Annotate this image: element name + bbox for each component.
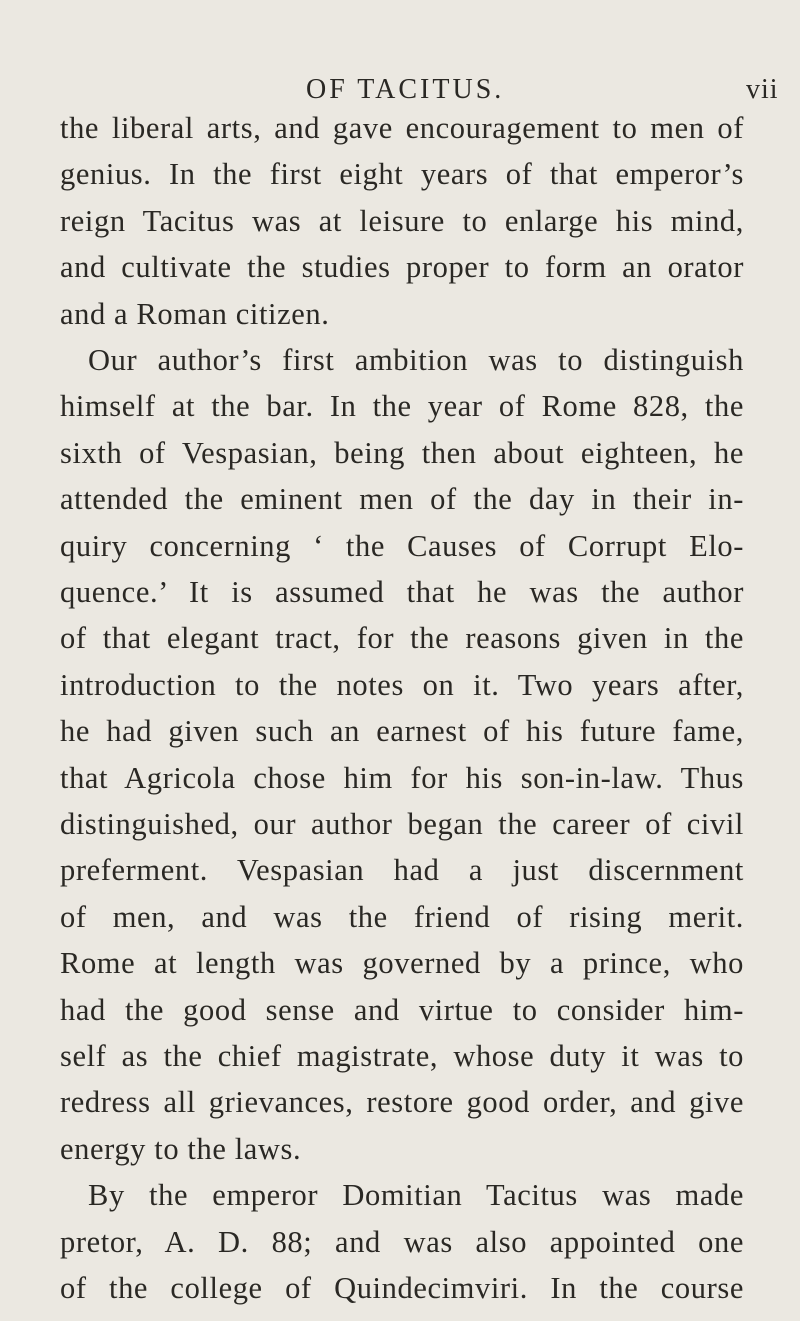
text-line: of men, and was the friend of rising merit. <box>60 900 744 934</box>
text-line: quence.’ It is assumed that he was the author <box>60 575 744 609</box>
text-line: sixth of Vespasian, being then about eighteen, he <box>60 436 744 470</box>
running-title: OF TACITUS. <box>306 74 505 105</box>
text-line: and a Roman citizen. <box>60 297 330 331</box>
text-line: preferment. Vespasian had a just discernment <box>60 853 744 887</box>
text-line: Rome at length was governed by a prince, who <box>60 946 744 980</box>
text-line: quiry concerning ‘ the Causes of Corrupt Elo- <box>60 529 744 563</box>
text-line: energy to the laws. <box>60 1132 302 1166</box>
text-line: introduction to the notes on it. Two years after, <box>60 668 744 702</box>
text-line: and cultivate the studies proper to form an orator <box>60 250 744 284</box>
text-line: self as the chief magistrate, whose duty it was to <box>60 1039 744 1073</box>
text-line: attended the eminent men of the day in their in- <box>60 482 744 516</box>
text-line: himself at the bar. In the year of Rome 828, the <box>60 389 744 423</box>
text-line: redress all grievances, restore good order, and give <box>60 1085 744 1119</box>
text-line: pretor, A. D. 88; and was also appointed one <box>60 1225 744 1259</box>
text-line: he had given such an earnest of his future fame, <box>60 714 744 748</box>
text-line: that Agricola chose him for his son-in-law. Thus <box>60 761 744 795</box>
text-line: distinguished, our author began the career of civil <box>60 807 744 841</box>
text-line: reign Tacitus was at leisure to enlarge his mind, <box>60 204 744 238</box>
page-number: vii <box>746 74 779 105</box>
text-line: the liberal arts, and gave encouragement to men of <box>60 111 744 145</box>
text-line: Our author’s first ambition was to distinguish <box>88 343 744 377</box>
text-line: genius. In the first eight years of that emperor’s <box>60 157 744 191</box>
text-line: of the college of Quindecimviri. In the course <box>60 1271 744 1305</box>
text-line: By the emperor Domitian Tacitus was made <box>88 1178 744 1212</box>
text-line: of that elegant tract, for the reasons given in the <box>60 621 744 655</box>
text-line: had the good sense and virtue to consider him- <box>60 993 744 1027</box>
